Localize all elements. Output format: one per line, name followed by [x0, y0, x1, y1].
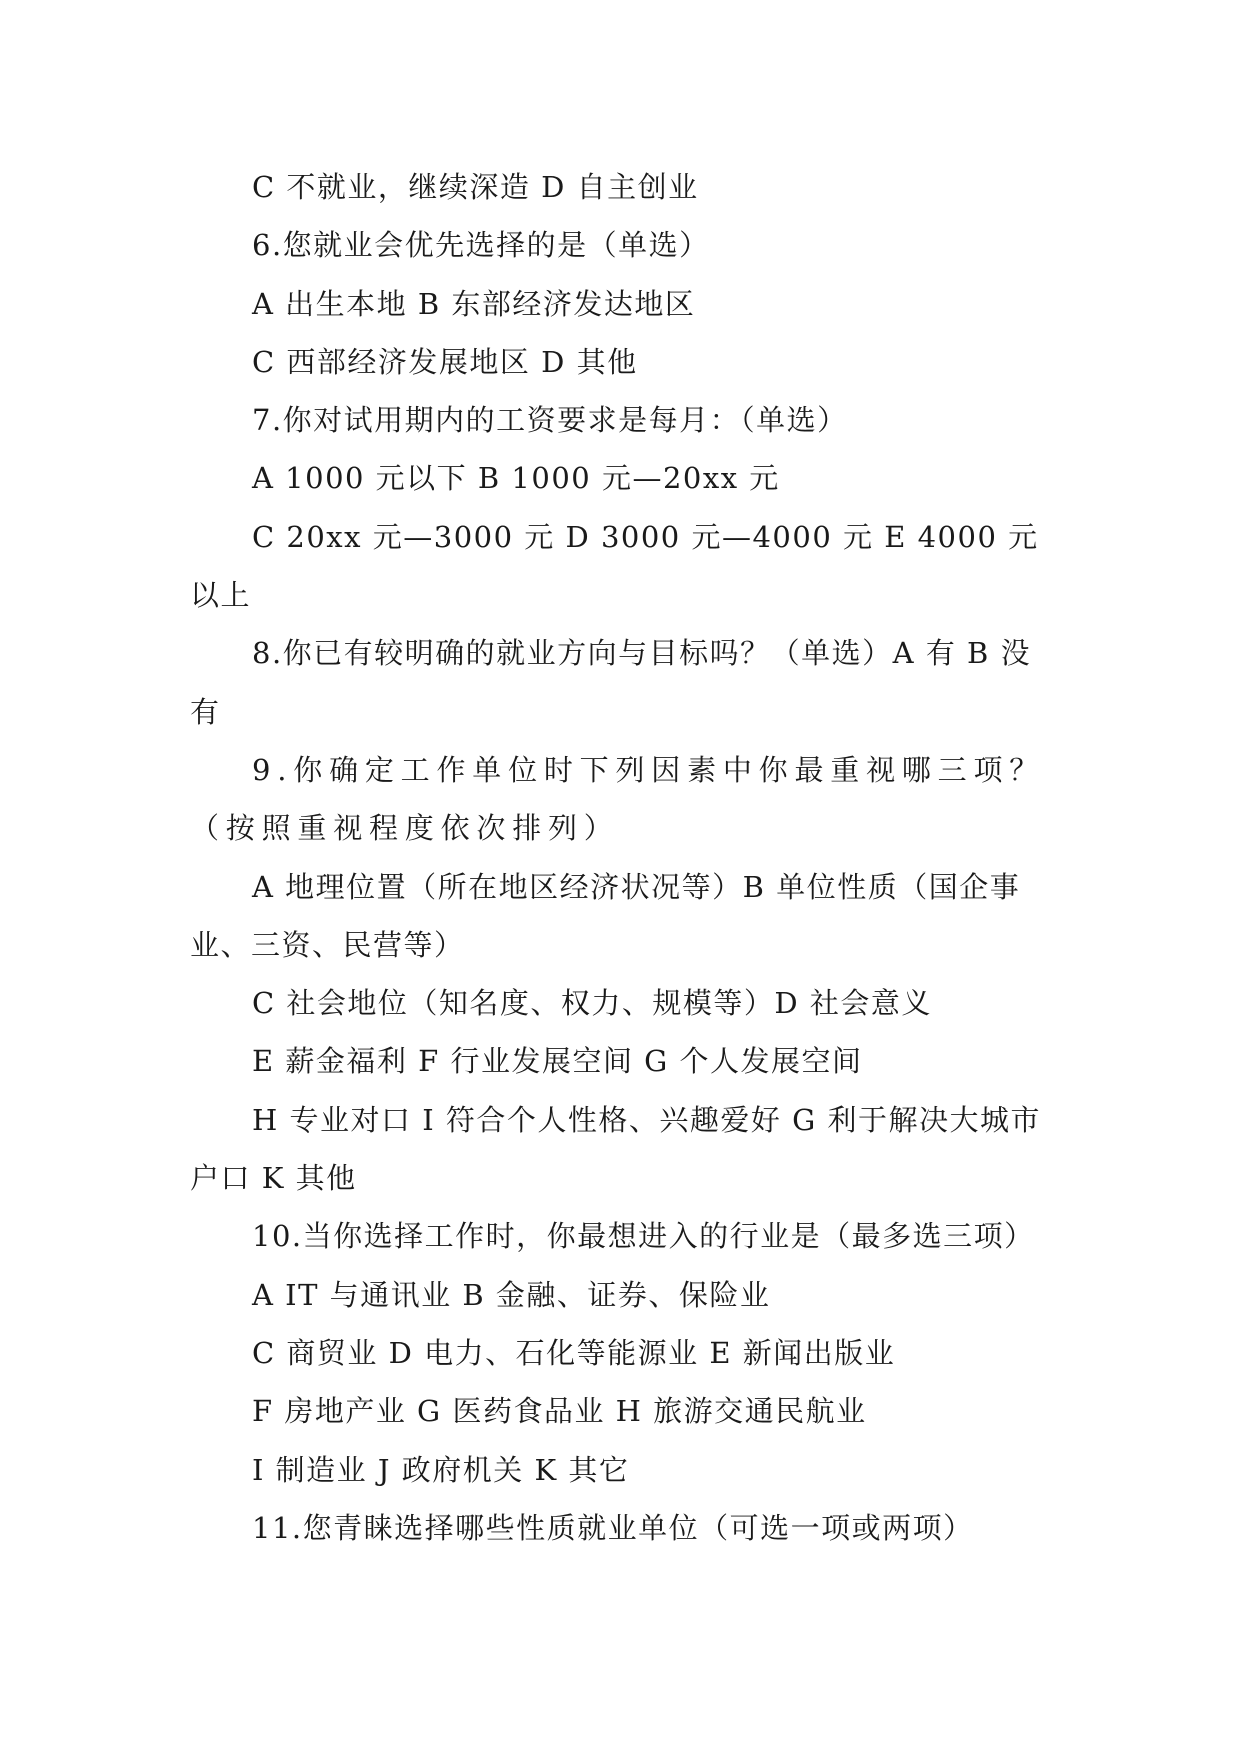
question-9: 9.你确定工作单位时下列因素中你最重视哪三项？（按照重视程度依次排列） — [190, 752, 1046, 846]
option-line-q6-ab: A 出生本地 B 东部经济发达地区 — [252, 286, 696, 321]
question-11: 11.您青睐选择哪些性质就业单位（可选一项或两项） — [252, 1510, 974, 1545]
option-line-q7-ab: A 1000 元以下 B 1000 元—20xx 元 — [252, 461, 780, 496]
option-line-q10-ab: A IT 与通讯业 B 金融、证券、保险业 — [252, 1277, 771, 1312]
option-line-q9-higk: H 专业对口 I 符合个人性格、兴趣爱好 G 利于解决大城市户口 K 其他 — [190, 1102, 1042, 1196]
option-line-q10-ijk: I 制造业 J 政府机关 K 其它 — [252, 1452, 630, 1487]
option-line-q10-fgh: F 房地产业 G 医药食品业 H 旅游交通民航业 — [252, 1394, 867, 1429]
option-line-q9-ab: A 地理位置（所在地区经济状况等）B 单位性质（国企事业、三资、民营等） — [190, 869, 1021, 962]
option-line-q9-cd: C 社会地位（知名度、权力、规模等）D 社会意义 — [252, 986, 932, 1021]
question-8: 8.你已有较明确的就业方向与目标吗？（单选）A 有 B 没有 — [190, 636, 1032, 729]
option-line-q9-efg: E 薪金福利 F 行业发展空间 G 个人发展空间 — [252, 1044, 863, 1079]
question-10: 10.当你选择工作时，你最想进入的行业是（最多选三项） — [252, 1219, 1035, 1254]
question-6: 6.您就业会优先选择的是（单选） — [252, 228, 710, 263]
option-line-q10-cde: C 商贸业 D 电力、石化等能源业 E 新闻出版业 — [252, 1335, 896, 1370]
option-line-q5-cd: C 不就业，继续深造 D 自主创业 — [252, 170, 699, 204]
option-line-q7-cde: C 20xx 元—3000 元 D 3000 元—4000 元 E 4000 元以上 — [190, 519, 1039, 613]
option-line-q6-cd: C 西部经济发展地区 D 其他 — [252, 344, 638, 379]
question-7: 7.你对试用期内的工资要求是每月：（单选） — [252, 403, 848, 438]
document-body — [190, 158, 1050, 1557]
